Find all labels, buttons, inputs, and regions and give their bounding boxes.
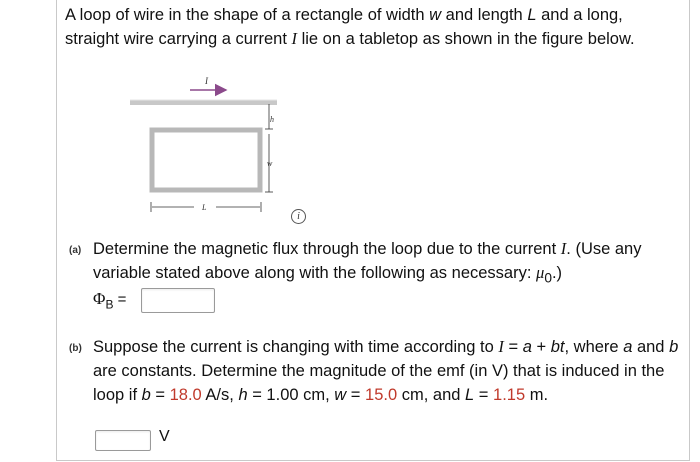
- var-L: L: [527, 6, 537, 24]
- w-label: w: [267, 159, 273, 168]
- intro-text: and a long, straight wire carrying a current: [65, 6, 623, 48]
- flux-answer-input[interactable]: [141, 288, 215, 313]
- current-label: I: [205, 76, 208, 86]
- part-a-text: Determine the magnetic flux through the loop due to the current I. (Use any variable stated above along with the following as necessary: $\mu_0$.): [93, 239, 642, 286]
- L-label: L: [202, 203, 207, 212]
- L-value: 1.15: [493, 386, 526, 404]
- mu-subscript: 0: [544, 270, 552, 286]
- rectangular-loop: [152, 130, 260, 190]
- part-a: [69, 237, 679, 290]
- wire-loop-figure: [130, 74, 330, 224]
- part-b-letter: (b): [69, 343, 82, 354]
- var-w: w: [429, 6, 442, 24]
- h-label: h: [270, 115, 274, 124]
- mu-symbol: μ: [536, 263, 545, 282]
- w-value: 15.0: [365, 386, 398, 404]
- straight-wire: [130, 100, 277, 105]
- intro-text: A loop of wire in the shape of a rectangle of width: [65, 6, 430, 24]
- part-b: [69, 335, 679, 407]
- flux-label: $\Phi_B$ =: [93, 289, 127, 312]
- b-value: 18.0: [169, 386, 202, 404]
- emf-unit: V: [159, 428, 170, 445]
- part-b-text: Suppose the current is changing with time according to I = a + bt, where a and b are constants. Determine the magnitude of the emf (in V) that is induced in the loop if b = 18.0 A/s, h = 1.00 cm, w = 15.0 cm, and L = 1.15 m.: [93, 337, 679, 404]
- info-icon[interactable]: i: [291, 209, 306, 224]
- var-I: I: [291, 29, 297, 48]
- part-a-letter: (a): [69, 245, 82, 256]
- intro-text: and length: [441, 6, 528, 24]
- emf-answer-input[interactable]: [95, 430, 151, 451]
- problem-statement: [65, 4, 680, 51]
- intro-text: lie on a tabletop as shown in the figure below.: [297, 30, 635, 48]
- var-I: I: [560, 239, 567, 258]
